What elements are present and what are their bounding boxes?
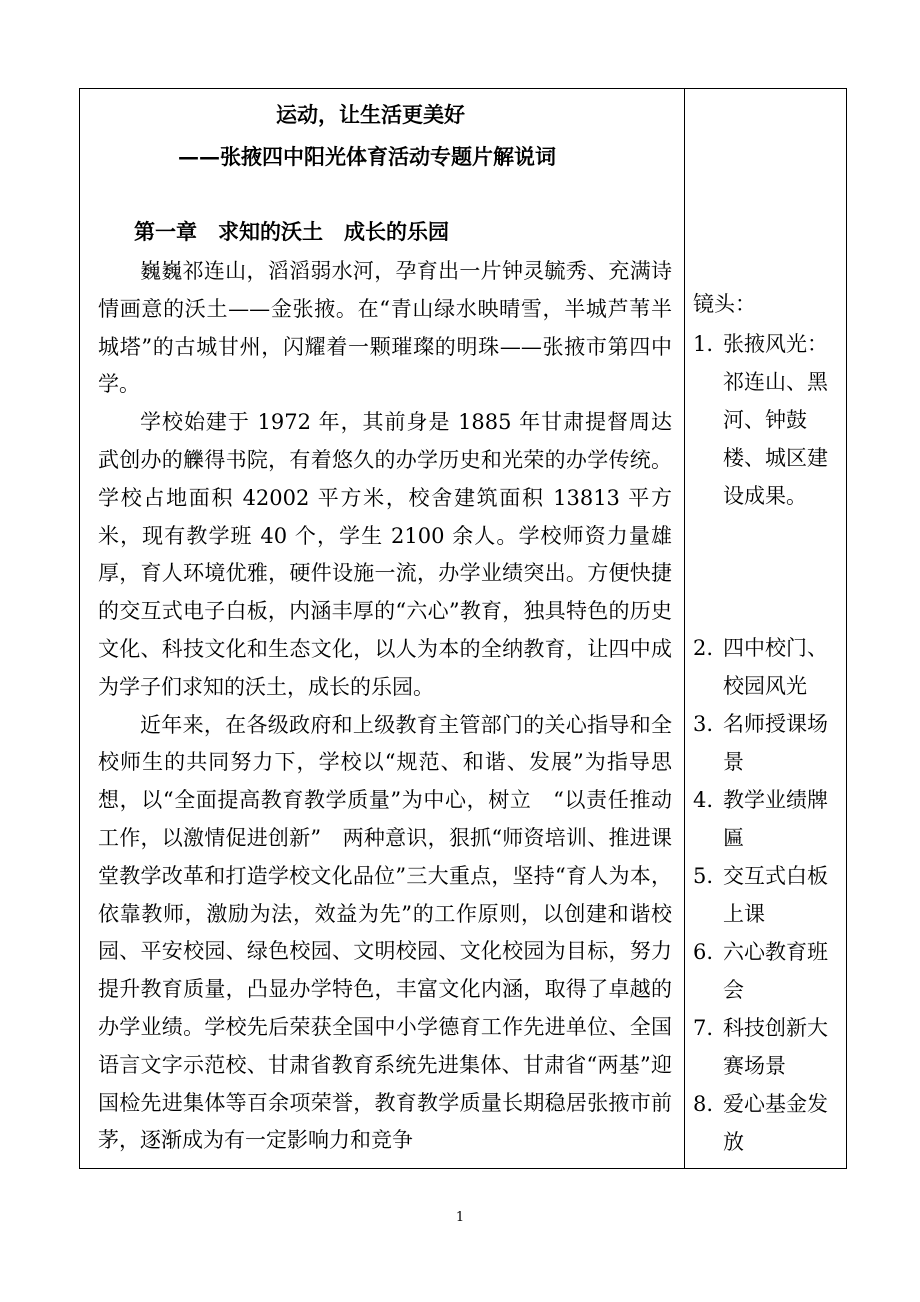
shot-text: 四中校门、校园风光 xyxy=(723,636,828,698)
shot-number: 4. xyxy=(693,788,714,812)
page-number: 1 xyxy=(455,1210,465,1225)
shot-text: 名师授课场景 xyxy=(723,712,828,774)
shot-number: 6. xyxy=(693,940,714,964)
shot-number: 5. xyxy=(693,864,714,888)
document-subtitle: ——张掖四中阳光体育活动专题片解说词 xyxy=(178,144,556,169)
shot-item xyxy=(693,705,842,781)
shot-item xyxy=(693,629,842,705)
shot-number: 2. xyxy=(693,636,714,660)
shot-text: 六心教育班会 xyxy=(723,940,828,1002)
narration-cell xyxy=(80,89,685,1169)
shot-number: 3. xyxy=(693,712,714,736)
chapter-heading: 第一章 求知的沃土 成长的乐园 xyxy=(134,219,449,244)
script-table xyxy=(79,88,847,1169)
shot-text: 教学业绩牌匾 xyxy=(723,788,828,850)
document-title: 运动，让生活更美好 xyxy=(276,102,465,127)
shot-number: 7. xyxy=(693,1016,714,1040)
shot-text: 科技创新大赛场景 xyxy=(723,1016,828,1078)
shot-item xyxy=(693,857,842,933)
shot-item xyxy=(693,325,842,515)
shot-item xyxy=(693,781,842,857)
paragraph: 学校始建于 1972 年，其前身是 1885 年甘肃提督周达武创办的觻得书院，有着悠久的办学历史和光荣的办学传统。学校占地面积 42002 平方米，校舍建筑面积 13813 平方米，现有教学班 40 个，学生 2100 余人。学校师资力量雄厚，育人环境优雅，硬件设施一流，办学业绩突出。方便快捷的交互式电子白板，内涵丰厚的“六心”教育，独具特色的历史文化、科技文化和生态文化，以人为本的全纳教育，让四中成为学子们求知的沃土，成长的乐园。 xyxy=(98,410,672,699)
shot-text: 交互式白板上课 xyxy=(723,864,828,926)
shots-cell xyxy=(685,89,847,1169)
shot-number: 8. xyxy=(693,1092,714,1116)
shots-heading: 镜头： xyxy=(693,292,756,316)
shot-number: 1. xyxy=(693,332,714,356)
shot-item xyxy=(693,933,842,1009)
shot-text: 张掖风光：祁连山、黑河、钟鼓楼、城区建设成果。 xyxy=(723,332,828,508)
paragraph: 巍巍祁连山，滔滔弱水河，孕育出一片钟灵毓秀、充满诗情画意的沃土——金张掖。在“青山绿水映晴雪，半城芦苇半城塔”的古城甘州，闪耀着一颗璀璨的明珠——张掖市第四中学。 xyxy=(98,259,672,397)
shot-item xyxy=(693,1009,842,1085)
shot-text: 爱心基金发放 xyxy=(723,1092,828,1154)
paragraph: 近年来，在各级政府和上级教育主管部门的关心指导和全校师生的共同努力下，学校以“规范、和谐、发展”为指导思想，以“全面提高教育教学质量”为中心，树立 “以责任推动工作，以激情促进创新” 两种意识，狠抓“师资培训、推进课堂教学改革和打造学校文化品位”三大重点，坚持“育人为本，依靠教师，激励为法，效益为先”的工作原则，以创建和谐校园、平安校园、绿色校园、文明校园、文化校园为目标，努力提升教育质量，凸显办学特色，丰富文化内涵，取得了卓越的办学业绩。学校先后荣获全国中小学德育工作先进单位、全国语言文字示范校、甘肃省教育系统先进集体、甘肃省“两基”迎国检先进集体等百余项荣誉，教育教学质量长期稳居张掖市前茅，逐渐成为有一定影响力和竞争 xyxy=(98,712,672,1153)
shot-item xyxy=(693,1085,842,1161)
